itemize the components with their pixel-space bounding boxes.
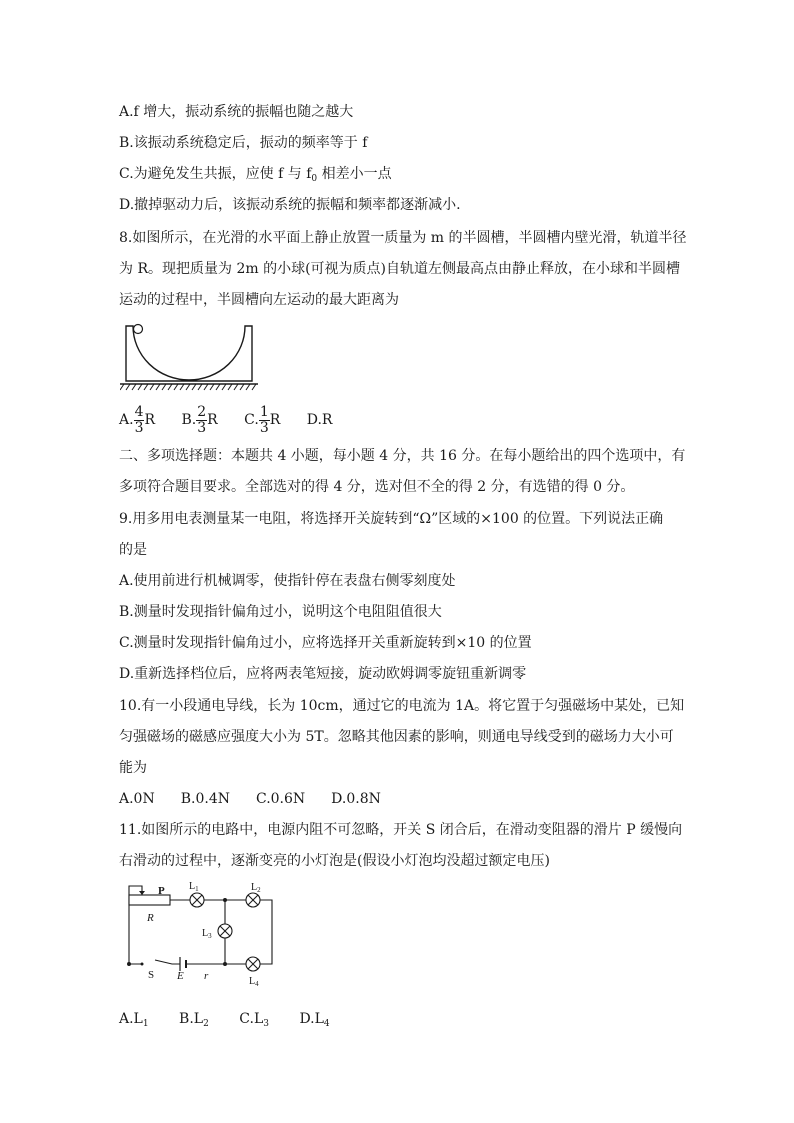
q9-option-b: B.测量时发现指针偏角过小，说明这个电阻阻值很大	[119, 604, 442, 620]
q11-option-b	[179, 1009, 209, 1034]
q10-stem-line2: 匀强磁场的磁感应强度大小为 5T。忽略其他因素的影响，则通电导线受到的磁场力大小可	[119, 729, 674, 745]
q8-option-c	[244, 403, 280, 437]
numerator: 4	[134, 403, 144, 420]
q9-option-c: C.测量时发现指针偏角过小，应将选择开关重新旋转到×10 的位置	[119, 635, 532, 651]
section2-heading-line2: 多项符合题目要求。全部选对的得 4 分，选对但不全的得 2 分，有选错的得 0 分。	[119, 479, 635, 495]
junction-dot	[127, 962, 131, 966]
lamp-L4	[246, 957, 260, 971]
groove-outline	[126, 326, 252, 381]
q8-option-b-label: B.	[181, 412, 197, 428]
q8-options	[119, 403, 354, 437]
q11-option-c	[239, 1009, 269, 1034]
q11-option-a-sub: 1	[142, 1019, 149, 1029]
q10-option-b: B.0.4N	[180, 791, 230, 807]
label-R: R	[147, 912, 154, 924]
q11-option-d	[299, 1009, 329, 1034]
label-P: P	[158, 885, 165, 897]
q7-option-c-subscript: 0	[311, 174, 318, 184]
switch-contact	[141, 963, 144, 966]
q8-option-a-label: A.	[119, 412, 134, 428]
q11-option-b-sub: 2	[203, 1019, 209, 1029]
q10-option-d: D.0.8N	[331, 791, 381, 807]
q10-option-c: C.0.6N	[255, 791, 306, 807]
q9-stem-line2: 的是	[119, 542, 147, 558]
lamp-L1	[190, 893, 204, 907]
denominator: 3	[197, 419, 207, 436]
q7-option-c-text: C.为避免发生共振，应使 f 与 f	[119, 166, 312, 182]
q7-option-c-text-end: 相差小一点	[317, 166, 392, 182]
q10-options	[119, 789, 407, 809]
q11-option-a-text: A.L	[119, 1011, 143, 1027]
q7-option-b: B.该振动系统稳定后，振动的频率等于 f	[119, 135, 368, 151]
q8-option-a-unit: R	[144, 412, 156, 428]
q8-stem-line3: 运动的过程中，半圆槽向左运动的最大距离为	[119, 292, 399, 308]
q7-option-c	[119, 164, 392, 189]
label-L4: $L_4$	[249, 976, 259, 988]
q8-option-a	[119, 403, 155, 437]
label-L3: $L_3$	[202, 928, 212, 940]
section2-heading-line1: 二、多项选择题：本题共 4 小题，每小题 4 分，共 16 分。在每小题给出的四个选项中，有	[119, 448, 686, 464]
q7-option-a: A.f 增大，振动系统的振幅也随之越大	[119, 104, 354, 120]
numerator: 1	[259, 403, 269, 420]
q11-options	[119, 1009, 356, 1034]
label-S: S	[148, 969, 155, 981]
q11-option-c-text: C.L	[239, 1011, 264, 1027]
fraction	[134, 405, 145, 436]
junction-dot	[223, 962, 227, 966]
label-L2: $L_2$	[251, 882, 261, 894]
q10-stem-line1: 10.有一小段通电导线，长为 10cm，通过它的电流为 1A。将它置于匀强磁场中某处，已知	[119, 698, 685, 714]
half-cylinder-groove-figure	[120, 320, 260, 392]
denominator: 3	[259, 419, 269, 436]
q11-option-a	[119, 1009, 149, 1034]
q8-option-c-unit: R	[269, 412, 281, 428]
q11-option-c-sub: 3	[263, 1019, 269, 1029]
q11-option-d-sub: 4	[323, 1019, 330, 1029]
numerator: 2	[197, 403, 207, 420]
q8-option-b	[181, 403, 217, 437]
q9-option-a: A.使用前进行机械调零，使指针停在表盘右侧零刻度处	[119, 573, 456, 589]
ground-hatching	[120, 384, 256, 390]
lamp-L2	[246, 893, 260, 907]
q11-option-d-text: D.L	[299, 1011, 324, 1027]
wire-bottom	[129, 960, 246, 964]
label-E: E	[177, 970, 184, 982]
q8-option-c-label: C.	[244, 412, 259, 428]
denominator: 3	[134, 419, 144, 436]
q11-stem-line2: 右滑动的过程中，逐渐变亮的小灯泡是(假设小灯泡均没超过额定电压)	[119, 853, 550, 869]
q10-stem-line3: 能为	[119, 760, 147, 776]
q8-stem-line1: 8.如图所示，在光滑的水平面上静止放置一质量为 m 的半圆槽，半圆槽内壁光滑，轨道半径	[119, 230, 687, 246]
junction-dot	[223, 898, 227, 902]
ball-icon	[134, 325, 143, 334]
q8-option-d: D.R	[306, 412, 333, 428]
q9-stem-line1: 9.用多用电表测量某一电阻，将选择开关旋转到“Ω”区域的×100 的位置。下列说法正确	[119, 511, 664, 527]
q11-stem-line1: 11.如图所示的电路中，电源内阻不可忽略，开关 S 闭合后，在滑动变阻器的滑片 P 缓慢向	[119, 822, 683, 838]
label-L1: $L_1$	[189, 881, 199, 893]
label-r: r	[204, 970, 209, 982]
fraction	[259, 405, 270, 436]
lamp-L3	[218, 924, 232, 938]
q8-stem-line2: 为 R。现把质量为 2m 的小球(可视为质点)自轨道左侧最高点由静止释放，在小球和半圆槽	[119, 261, 680, 277]
fraction	[196, 405, 207, 436]
q7-option-d: D.撤掉驱动力后，该振动系统的振幅和频率都逐渐减小.	[119, 197, 461, 213]
q9-option-d: D.重新选择档位后，应将两表笔短接，旋动欧姆调零旋钮重新调零	[119, 666, 527, 682]
q8-option-b-unit: R	[207, 412, 218, 428]
q10-option-a: A.0N	[119, 791, 155, 807]
q11-option-b-text: B.L	[179, 1011, 204, 1027]
circuit-diagram	[118, 878, 278, 996]
